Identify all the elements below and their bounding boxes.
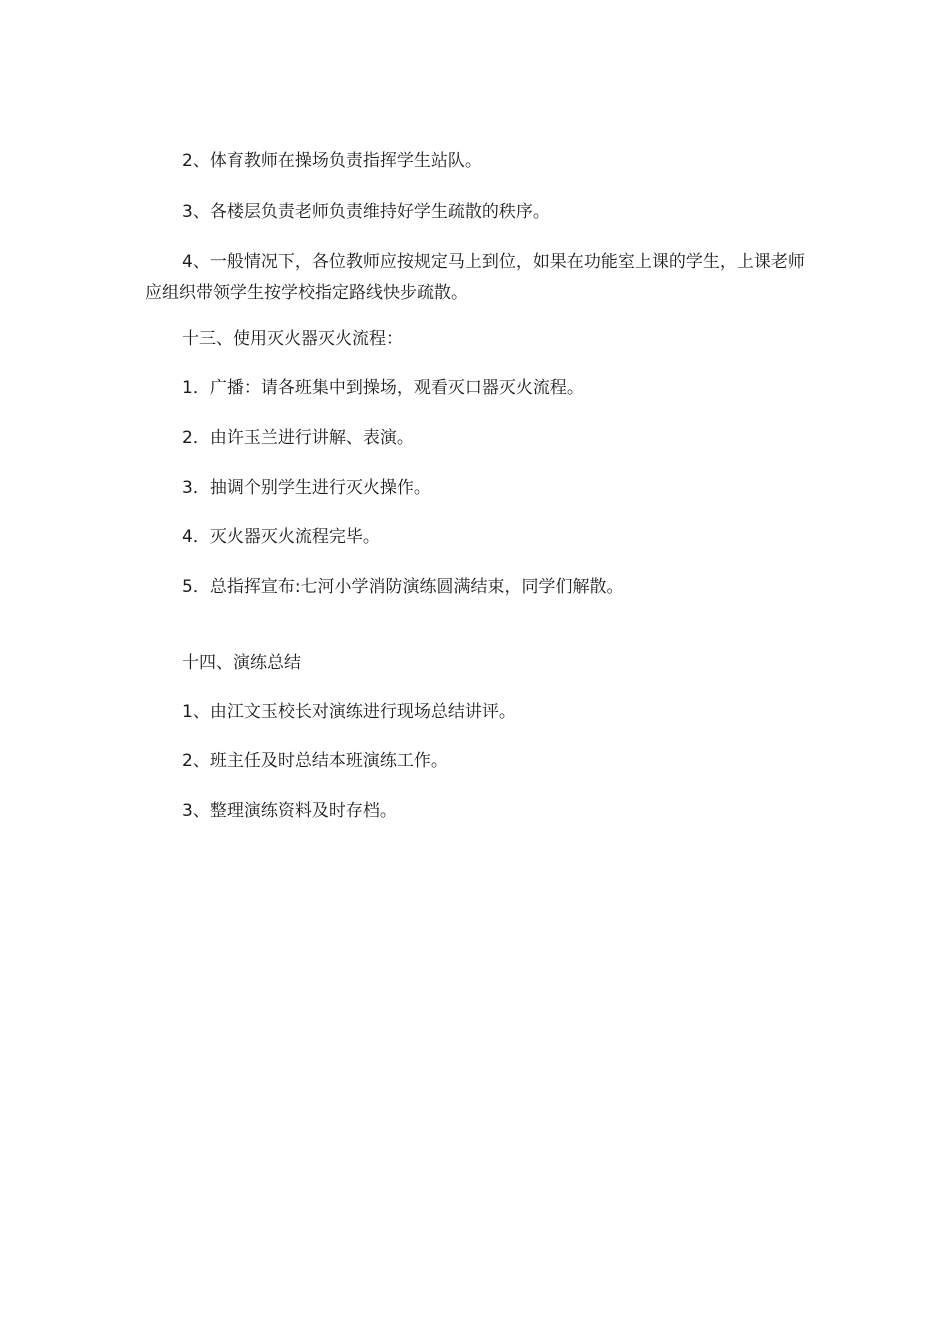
paragraph-general-case: 4、一般情况下，各位教师应按规定马上到位，如果在功能室上课的学生，上课老师应组织带领学生按学校指定路线快步疏散。 xyxy=(145,252,805,303)
list-item-demonstration: 2．由许玉兰进行讲解、表演。 xyxy=(182,428,414,448)
section-heading-extinguisher: 十三、使用灭火器灭火流程： xyxy=(182,329,403,349)
list-item-principal-review: 1、由江文玉校长对演练进行现场总结讲评。 xyxy=(182,702,516,722)
section-heading-summary: 十四、演练总结 xyxy=(182,653,301,673)
list-item-student-operation: 3．抽调个别学生进行灭火操作。 xyxy=(182,478,431,498)
list-item-announcement: 5．总指挥宣布:七河小学消防演练圆满结束，同学们解散。 xyxy=(182,577,624,597)
list-item-broadcast: 1．广播：请各班集中到操场，观看灭口器灭火流程。 xyxy=(182,378,584,398)
list-item-class-summary: 2、班主任及时总结本班演练工作。 xyxy=(182,751,448,771)
paragraph-floor-teacher: 3、各楼层负责老师负责维持好学生疏散的秩序。 xyxy=(182,202,550,222)
list-item-archive: 3、整理演练资料及时存档。 xyxy=(182,801,397,821)
paragraph-pe-teacher: 2、体育教师在操场负责指挥学生站队。 xyxy=(182,151,482,171)
list-item-process-complete: 4．灭火器灭火流程完毕。 xyxy=(182,527,380,547)
